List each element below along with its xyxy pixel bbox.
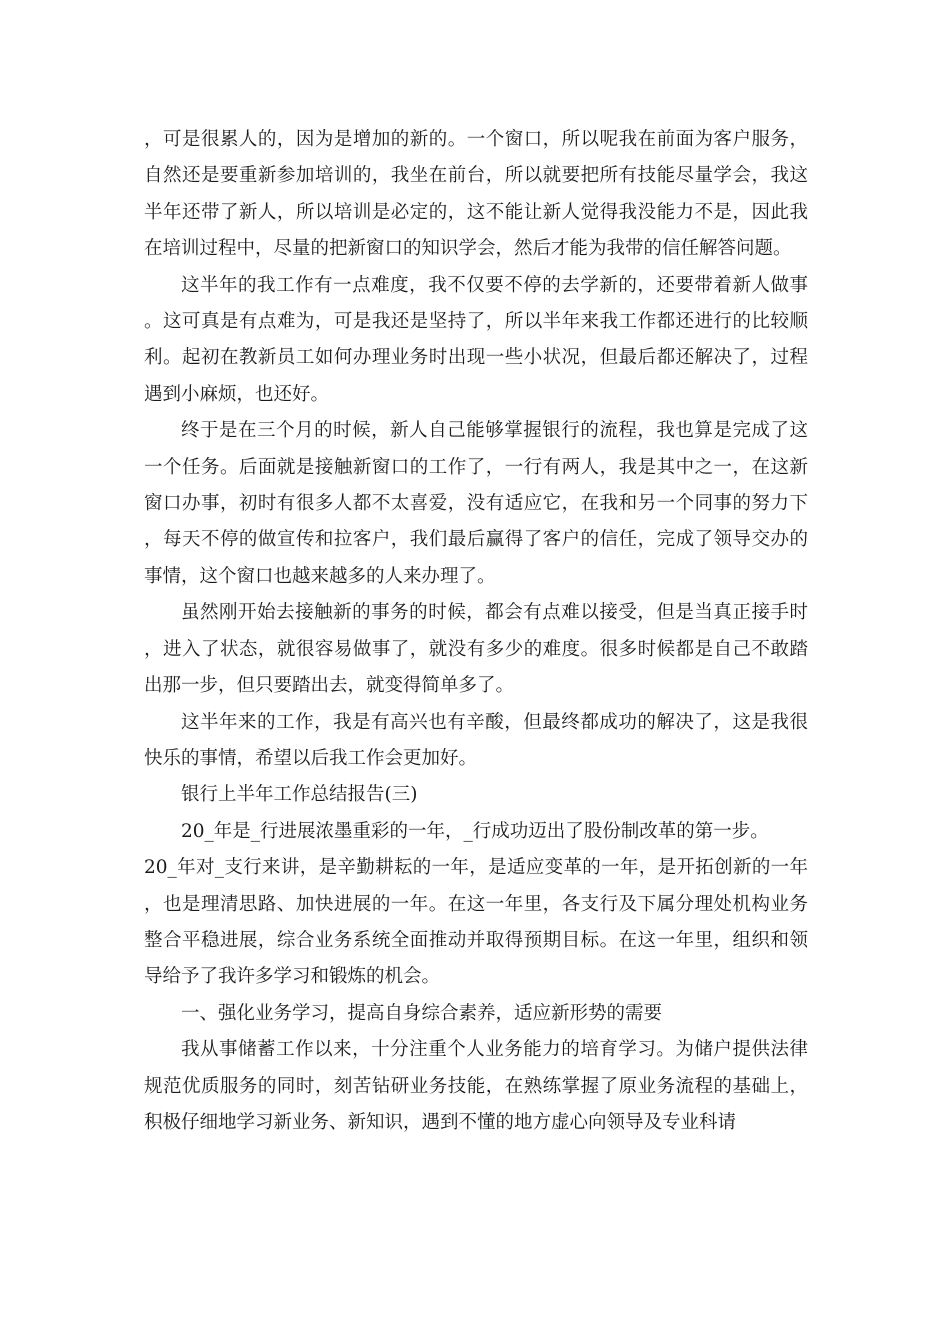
section-heading-report-3: 银行上半年工作总结报告(三): [181, 784, 418, 806]
section-heading-1: 一、强化业务学习，提高自身综合素养，适应新形势的需要: [181, 1002, 663, 1024]
paragraph-10: 我从事储蓄工作以来，十分注重个人业务能力的培育学习。为储户提供法律规范优质服务的同时，刻苦钻研业务技能，在熟练掌握了原业务流程的基础上，积极仔细地学习新业务、新知识，遇到不懂的地方虚心向领导及专业科请: [144, 1039, 808, 1133]
paragraph-4: 虽然刚开始去接触新的事务的时候，都会有点难以接受，但是当真正接手时，进入了状态，就很容易做事了，就没有多少的难度。很多时候都是自己不敢踏出那一步，但只要踏出去，就变得简单多了。: [144, 602, 808, 697]
document-body: [144, 122, 808, 1141]
paragraph-1: ，可是很累人的，因为是增加的新的。一个窗口，所以呢我在前面为客户服务，自然还是要重新参加培训的，我坐在前台，所以就要把所有技能尽量学会，我这半年还带了新人，所以培训是必定的，这不能让新人觉得我没能力不是，因此我在培训过程中，尽量的把新窗口的知识学会，然后才能为我带的信任解答问题。: [144, 129, 808, 260]
paragraph-2: 这半年的我工作有一点难度，我不仅要不停的去学新的，还要带着新人做事。这可真是有点难为，可是我还是坚持了，所以半年来我工作都还进行的比较顺利。起初在教新员工如何办理业务时出现一些小状况，但最后都还解决了，过程遇到小麻烦，也还好。: [144, 274, 808, 405]
paragraph-5: 这半年来的工作，我是有高兴也有辛酸，但最终都成功的解决了，这是我很快乐的事情，希望以后我工作会更加好。: [144, 711, 808, 769]
paragraph-8: 20_年对_支行来讲，是辛勤耕耘的一年，是适应变革的一年，是开拓创新的一年，也是理清思路、加快进展的一年。在这一年里，各支行及下属分理处机构业务整合平稳进展，综合业务系统全面推动并取得预期目标。在这一年里，组织和领导给予了我许多学习和锻炼的机会。: [144, 857, 808, 988]
paragraph-7: 20_年是_行进展浓墨重彩的一年，_行成功迈出了股份制改革的第一步。: [181, 820, 769, 842]
paragraph-3: 终于是在三个月的时候，新人自己能够掌握银行的流程，我也算是完成了这一个任务。后面就是接触新窗口的工作了，一行有两人，我是其中之一，在这新窗口办事，初时有很多人都不太喜爱，没有适应它，在我和另一个同事的努力下，每天不停的做宣传和拉客户，我们最后赢得了客户的信任，完成了领导交办的事情，这个窗口也越来越多的人来办理了。: [144, 420, 808, 587]
